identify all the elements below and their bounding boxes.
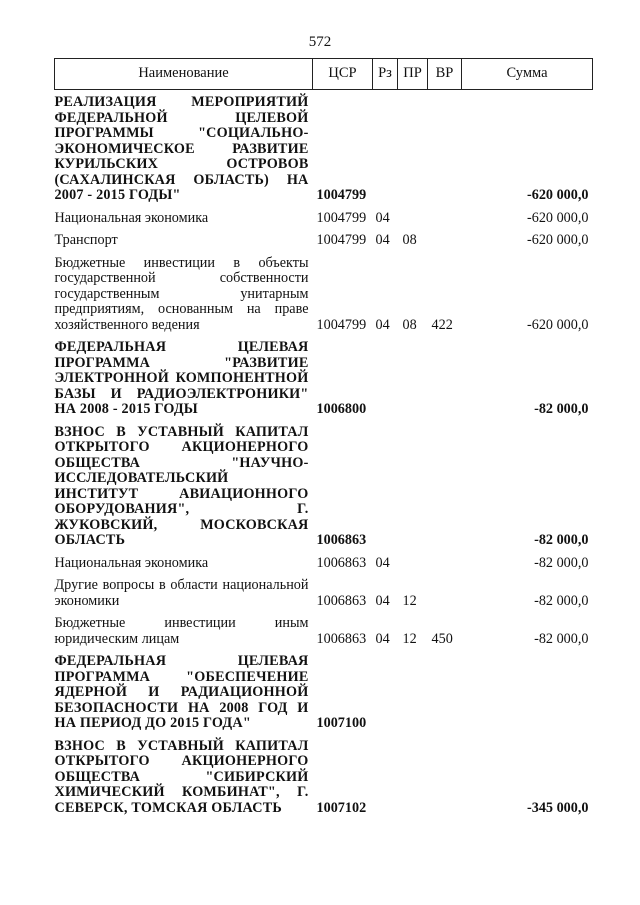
row-rz: 04 [375, 592, 390, 609]
row-name: Другие вопросы в области национальной экономики [54, 577, 309, 609]
row-csr: 1006863 [316, 554, 367, 571]
row-sum: -82 000,0 [534, 592, 589, 609]
header-csr: ЦСР [313, 59, 373, 90]
row-name: ФЕДЕРАЛЬНАЯ ЦЕЛЕВАЯ ПРОГРАММА "РАЗВИТИЕ ЭЛЕКТРОННОЙ КОМПОНЕНТНОЙ БАЗЫ И РАДИОЭЛЕКТРОНИКИ" НА 2008 - 2015 ГОДЫ [54, 339, 309, 417]
table-row [55, 251, 593, 336]
row-pr [398, 420, 428, 551]
row-pr [398, 335, 428, 420]
row-vr [428, 649, 462, 734]
row-sum: -620 000,0 [527, 187, 589, 203]
row-rz: 04 [375, 316, 390, 333]
table-row [55, 228, 593, 251]
row-sum: -82 000,0 [534, 554, 589, 571]
row-pr [398, 551, 428, 574]
table-row [55, 573, 593, 611]
budget-table-container [54, 58, 592, 818]
row-rz [373, 734, 398, 819]
row-pr [398, 734, 428, 819]
table-row [55, 420, 593, 551]
row-csr: 1006800 [316, 401, 367, 417]
row-name: ВЗНОС В УСТАВНЫЙ КАПИТАЛ ОТКРЫТОГО АКЦИОНЕРНОГО ОБЩЕСТВА "СИБИРСКИЙ ХИМИЧЕСКИЙ КОМБИНАТ", Г. СЕВЕРСК, ТОМСКАЯ ОБЛАСТЬ [54, 737, 309, 816]
row-vr [428, 551, 462, 574]
row-rz: 04 [375, 630, 390, 647]
row-sum: -345 000,0 [527, 799, 589, 816]
row-csr: 1007102 [316, 799, 367, 816]
row-sum [462, 649, 593, 734]
row-vr [428, 420, 462, 551]
row-pr: 12 [402, 592, 417, 609]
table-row [55, 611, 593, 649]
row-sum: -620 000,0 [527, 209, 589, 226]
row-vr [428, 734, 462, 819]
row-csr: 1004799 [316, 187, 367, 203]
row-pr: 12 [402, 630, 417, 647]
row-sum: -82 000,0 [534, 532, 589, 548]
row-rz: 04 [375, 554, 390, 571]
row-name: Национальная экономика [54, 554, 209, 571]
row-rz [373, 90, 398, 206]
row-vr: 422 [431, 316, 453, 333]
row-pr [398, 649, 428, 734]
row-csr: 1004799 [316, 316, 367, 333]
table-row [55, 206, 593, 229]
table-row [55, 734, 593, 819]
row-rz: 04 [375, 232, 390, 248]
budget-table [54, 58, 593, 818]
table-body [55, 90, 593, 819]
row-pr [398, 206, 428, 229]
header-pr: ПР [398, 59, 428, 90]
row-vr: 450 [431, 630, 453, 647]
row-sum: -82 000,0 [534, 401, 589, 417]
row-csr: 1006863 [316, 592, 367, 609]
row-name: РЕАЛИЗАЦИЯ МЕРОПРИЯТИЙ ФЕДЕРАЛЬНОЙ ЦЕЛЕВОЙ ПРОГРАММЫ "СОЦИАЛЬНО-ЭКОНОМИЧЕСКОЕ РАЗВИТИЕ КУРИЛЬСКИХ ОСТРОВОВ (САХАЛИНСКАЯ ОБЛАСТЬ) НА 2007 - 2015 ГОДЫ" [54, 94, 309, 203]
row-name: Бюджетные инвестиции иным юридическим лицам [54, 615, 309, 647]
table-row [55, 335, 593, 420]
row-sum: -620 000,0 [527, 232, 589, 248]
row-rz [373, 649, 398, 734]
row-csr: 1006863 [316, 532, 367, 548]
row-pr [398, 90, 428, 206]
row-pr: 08 [402, 232, 417, 248]
table-header [55, 59, 593, 90]
row-name: Национальная экономика [54, 209, 209, 226]
row-csr: 1007100 [316, 715, 367, 731]
row-sum: -82 000,0 [534, 630, 589, 647]
row-csr: 1004799 [316, 209, 367, 226]
row-csr: 1006863 [316, 630, 367, 647]
row-pr: 08 [402, 316, 417, 333]
row-vr [428, 335, 462, 420]
row-sum: -620 000,0 [527, 316, 589, 333]
row-vr [428, 573, 462, 611]
header-rz: Рз [373, 59, 398, 90]
row-csr: 1004799 [316, 232, 367, 248]
header-name: Наименование [55, 59, 313, 90]
header-vr: ВР [428, 59, 462, 90]
row-name: ВЗНОС В УСТАВНЫЙ КАПИТАЛ ОТКРЫТОГО АКЦИОНЕРНОГО ОБЩЕСТВА "НАУЧНО-ИССЛЕДОВАТЕЛЬСКИЙ ИНСТИТУТ АВИАЦИОННОГО ОБОРУДОВАНИЯ", Г. ЖУКОВСКИЙ, МОСКОВСКАЯ ОБЛАСТЬ [54, 423, 309, 548]
table-row [55, 551, 593, 574]
row-vr [428, 228, 462, 251]
row-vr [428, 90, 462, 206]
row-rz: 04 [375, 209, 390, 226]
row-name: Транспорт [54, 232, 118, 248]
row-vr [428, 206, 462, 229]
row-rz [373, 420, 398, 551]
table-row [55, 649, 593, 734]
row-name: Бюджетные инвестиции в объекты государственной собственности государственным унитарным предприятиям, основанным на праве хозяйственного ведения [54, 254, 309, 333]
page-number: 572 [308, 34, 332, 50]
table-row [55, 90, 593, 206]
row-rz [373, 335, 398, 420]
row-name: ФЕДЕРАЛЬНАЯ ЦЕЛЕВАЯ ПРОГРАММА "ОБЕСПЕЧЕНИЕ ЯДЕРНОЙ И РАДИАЦИОННОЙ БЕЗОПАСНОСТИ НА 2008 ГОД И НА ПЕРИОД ДО 2015 ГОДА" [54, 653, 309, 731]
header-sum: Сумма [462, 59, 593, 90]
